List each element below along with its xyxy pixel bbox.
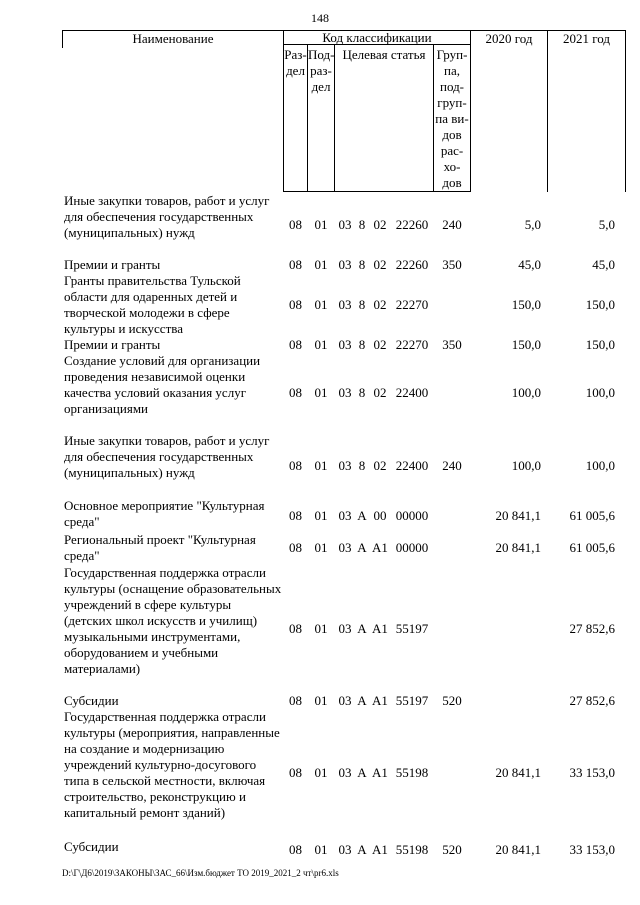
row-cell-pr: 01 bbox=[314, 458, 328, 473]
row-name: Иные закупки товаров, работ и услуг для обеспечения государственных (муниципальных) нужд bbox=[64, 433, 270, 480]
row-cell-c4: 00000 bbox=[395, 540, 429, 555]
row-cell-v2021: 33 153,0 bbox=[569, 842, 615, 857]
row-cell-pr: 01 bbox=[314, 385, 328, 400]
row-cell-c3: А1 bbox=[372, 842, 388, 857]
row-cell-pr: 01 bbox=[314, 693, 328, 708]
header-v4 bbox=[334, 44, 335, 192]
row-cell-rz: 08 bbox=[289, 693, 302, 708]
row-cell-rz: 08 bbox=[289, 621, 302, 636]
row-cell-c1: 03 bbox=[338, 842, 352, 857]
row-cell-c4: 00000 bbox=[395, 508, 429, 523]
row-cell-pr: 01 bbox=[314, 337, 328, 352]
row-cell-v2021: 5,0 bbox=[598, 217, 615, 232]
row-cell-v2020: 20 841,1 bbox=[495, 765, 541, 780]
row-cell-c2: 8 bbox=[358, 257, 366, 272]
row-cell-c3: 02 bbox=[373, 385, 387, 400]
row-cell-c1: 03 bbox=[338, 540, 352, 555]
row-cell-c3: 02 bbox=[373, 257, 387, 272]
row-cell-pr: 01 bbox=[314, 217, 328, 232]
row-cell-c2: А bbox=[357, 693, 367, 708]
row-name: Субсидии bbox=[64, 693, 119, 708]
row-cell-c2: 8 bbox=[358, 337, 366, 352]
row-cell-rz: 08 bbox=[289, 458, 302, 473]
row-cell-c2: 8 bbox=[358, 217, 366, 232]
row-cell-v2021: 100,0 bbox=[585, 385, 615, 400]
row-cell-c3: 02 bbox=[373, 458, 387, 473]
row-cell-v2021: 150,0 bbox=[585, 297, 615, 312]
row-cell-c3: 02 bbox=[373, 297, 387, 312]
row-name: Гранты правительства Тульской области для одаренных детей и творческой молодежи в сфере культуры и искусства bbox=[64, 273, 241, 336]
row-name: Премии и гранты bbox=[64, 257, 161, 272]
row-name: Государственная поддержка отрасли культуры (оснащение образовательных учреждений в сфере культуры (детских школ искусств и училищ) музыкальными инструментами, оборудованием и учебными материалами) bbox=[64, 565, 282, 676]
row-cell-v2021: 61 005,6 bbox=[569, 508, 615, 523]
row-cell-rz: 08 bbox=[289, 257, 302, 272]
row-name: Иные закупки товаров, работ и услуг для обеспечения государственных (муниципальных) нужд bbox=[64, 193, 270, 240]
row-cell-c4: 55198 bbox=[395, 765, 429, 780]
row-cell-c1: 03 bbox=[338, 385, 352, 400]
row-cell-c2: А bbox=[357, 842, 367, 857]
row-cell-c2: А bbox=[357, 621, 367, 636]
row-cell-vr: 520 bbox=[442, 693, 462, 708]
row-cell-pr: 01 bbox=[314, 297, 328, 312]
row-cell-v2020: 150,0 bbox=[511, 297, 541, 312]
row-cell-v2021: 100,0 bbox=[585, 458, 615, 473]
row-cell-pr: 01 bbox=[314, 842, 328, 857]
row-cell-pr: 01 bbox=[314, 508, 328, 523]
row-name: Создание условий для организации проведения независимой оценки качества условий оказания услуг организациями bbox=[64, 353, 261, 416]
header-2020: 2020 год bbox=[485, 31, 533, 46]
row-cell-c3: А1 bbox=[372, 693, 388, 708]
row-cell-c1: 03 bbox=[338, 693, 352, 708]
row-cell-c4: 55197 bbox=[395, 693, 429, 708]
row-name: Субсидии bbox=[64, 839, 119, 854]
row-cell-c3: А1 bbox=[372, 540, 388, 555]
row-cell-vr: 520 bbox=[442, 842, 462, 857]
row-cell-c3: 00 bbox=[373, 508, 387, 523]
header-name: Наименование bbox=[132, 31, 214, 46]
row-cell-c4: 22270 bbox=[395, 297, 429, 312]
row-cell-c3: 02 bbox=[373, 337, 387, 352]
row-cell-c4: 22400 bbox=[395, 385, 429, 400]
row-cell-v2021: 150,0 bbox=[585, 337, 615, 352]
header-target: Целевая статья bbox=[342, 47, 426, 62]
row-cell-c1: 03 bbox=[338, 508, 352, 523]
row-cell-v2020: 20 841,1 bbox=[495, 540, 541, 555]
row-cell-vr: 240 bbox=[442, 458, 462, 473]
row-cell-rz: 08 bbox=[289, 508, 302, 523]
row-cell-vr: 350 bbox=[442, 337, 462, 352]
header-v8 bbox=[625, 30, 626, 192]
row-cell-c4: 55197 bbox=[395, 621, 429, 636]
row-name: Региональный проект "Культурная среда" bbox=[64, 532, 256, 563]
row-cell-v2020: 5,0 bbox=[524, 217, 541, 232]
row-cell-c1: 03 bbox=[338, 337, 352, 352]
row-cell-c1: 03 bbox=[338, 458, 352, 473]
row-cell-c3: 02 bbox=[373, 217, 387, 232]
header-v7 bbox=[547, 30, 548, 192]
row-cell-rz: 08 bbox=[289, 337, 302, 352]
row-cell-c1: 03 bbox=[338, 621, 352, 636]
row-cell-c2: А bbox=[357, 765, 367, 780]
header-razdel: Раз- дел bbox=[284, 47, 307, 78]
row-cell-v2021: 27 852,6 bbox=[569, 693, 615, 708]
row-cell-c4: 22260 bbox=[395, 257, 429, 272]
row-cell-vr: 350 bbox=[442, 257, 462, 272]
header-podrazdel: Под- раз- дел bbox=[308, 47, 335, 94]
row-cell-c4: 22400 bbox=[395, 458, 429, 473]
row-cell-rz: 08 bbox=[289, 842, 302, 857]
row-cell-rz: 08 bbox=[289, 540, 302, 555]
row-cell-c2: 8 bbox=[358, 385, 366, 400]
row-cell-c2: 8 bbox=[358, 297, 366, 312]
row-name: Основное мероприятие "Культурная среда" bbox=[64, 498, 265, 529]
row-cell-c1: 03 bbox=[338, 297, 352, 312]
row-cell-pr: 01 bbox=[314, 257, 328, 272]
row-cell-v2020: 100,0 bbox=[511, 458, 541, 473]
row-cell-v2020: 150,0 bbox=[511, 337, 541, 352]
row-cell-v2020: 20 841,1 bbox=[495, 842, 541, 857]
row-name: Государственная поддержка отрасли культуры (мероприятия, направленные на создание и модернизацию учреждений культурно-досугового типа в сельской местности, включая строительство, реконструкцию и капитальный ремонт зданий) bbox=[64, 709, 280, 820]
row-cell-rz: 08 bbox=[289, 297, 302, 312]
row-cell-v2021: 61 005,6 bbox=[569, 540, 615, 555]
row-cell-rz: 08 bbox=[289, 765, 302, 780]
row-cell-vr: 240 bbox=[442, 217, 462, 232]
row-cell-rz: 08 bbox=[289, 217, 302, 232]
row-cell-c4: 55198 bbox=[395, 842, 429, 857]
row-cell-pr: 01 bbox=[314, 540, 328, 555]
row-cell-v2021: 27 852,6 bbox=[569, 621, 615, 636]
row-name: Премии и гранты bbox=[64, 337, 161, 352]
row-cell-c2: 8 bbox=[358, 458, 366, 473]
header-code-group: Код классификации bbox=[322, 30, 432, 45]
row-cell-rz: 08 bbox=[289, 385, 302, 400]
row-cell-c4: 22270 bbox=[395, 337, 429, 352]
row-cell-c1: 03 bbox=[338, 765, 352, 780]
row-cell-v2021: 45,0 bbox=[592, 257, 615, 272]
row-cell-v2021: 33 153,0 bbox=[569, 765, 615, 780]
row-cell-pr: 01 bbox=[314, 765, 328, 780]
row-cell-v2020: 20 841,1 bbox=[495, 508, 541, 523]
row-cell-pr: 01 bbox=[314, 621, 328, 636]
header-2021: 2021 год bbox=[563, 31, 610, 46]
row-cell-c1: 03 bbox=[338, 217, 352, 232]
page-number: 148 bbox=[311, 11, 329, 25]
header-v6 bbox=[470, 30, 471, 192]
row-cell-c3: А1 bbox=[372, 621, 388, 636]
row-cell-c2: А bbox=[357, 508, 367, 523]
row-cell-v2020: 100,0 bbox=[511, 385, 541, 400]
file-path-footer: D:\Г\Д6\2019\ЗАКОНЫ\ЗАС_66\Изм.бюджет ТО 2019_2021_2 чт\pr6.xls bbox=[62, 868, 339, 878]
row-cell-c1: 03 bbox=[338, 257, 352, 272]
row-cell-c3: А1 bbox=[372, 765, 388, 780]
header-bottom-line bbox=[283, 191, 470, 192]
row-cell-c4: 22260 bbox=[395, 217, 429, 232]
header-gruppa: Груп- па, под- груп- па ви- дов рас- хо- дов bbox=[435, 47, 469, 190]
row-cell-v2020: 45,0 bbox=[518, 257, 541, 272]
row-cell-c2: А bbox=[357, 540, 367, 555]
